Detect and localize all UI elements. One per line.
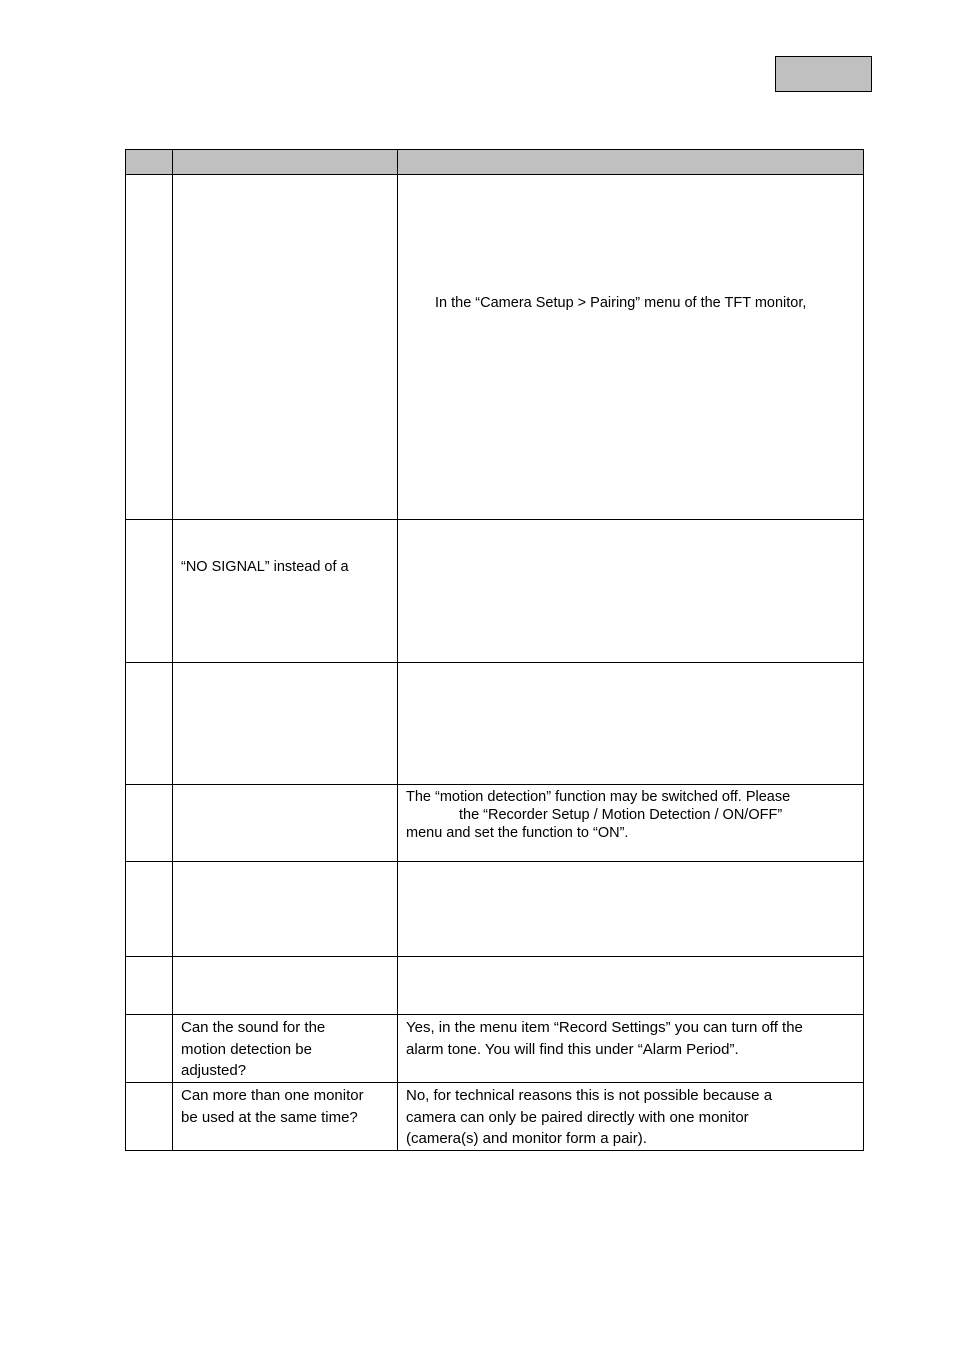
- row-number-cell: [126, 785, 173, 862]
- table-row: [126, 957, 864, 1015]
- answer-cell: [398, 663, 864, 785]
- language-tab: [775, 56, 872, 92]
- answer-cell: [398, 175, 864, 520]
- faq-table: [125, 149, 864, 1151]
- row-number-cell: [126, 957, 173, 1015]
- answer-line: menu and set the function to “ON”.: [406, 825, 629, 841]
- answer-line: (camera(s) and monitor form a pair).: [406, 1130, 647, 1147]
- question-cell: [173, 175, 398, 520]
- answer-cell: [398, 1015, 864, 1083]
- answer-line: alarm tone. You will find this under “Alarm Period”.: [406, 1040, 739, 1058]
- header-cell-number: [126, 150, 173, 175]
- question-line: adjusted?: [181, 1062, 247, 1079]
- question-cell: [173, 957, 398, 1015]
- header-cell-answer: [398, 150, 864, 175]
- row-number-cell: [126, 1015, 173, 1083]
- row-number-cell: [126, 862, 173, 957]
- answer-line: the “Recorder Setup / Motion Detection / ON/OFF”: [459, 807, 783, 823]
- row-number-cell: [126, 175, 173, 520]
- question-text: “NO SIGNAL” instead of a: [181, 559, 349, 575]
- table-row: [126, 1015, 864, 1083]
- row-number-cell: [126, 520, 173, 663]
- question-cell: [173, 785, 398, 862]
- answer-line: Yes, in the menu item “Record Settings” you can turn off the: [406, 1019, 803, 1036]
- question-line: be used at the same time?: [181, 1108, 358, 1126]
- header-cell-question: [173, 150, 398, 175]
- question-cell: [173, 1015, 398, 1083]
- table-row: [126, 663, 864, 785]
- question-line: motion detection be: [181, 1040, 312, 1058]
- answer-line: The “motion detection” function may be switched off. Please: [406, 789, 791, 805]
- row-number-cell: [126, 1083, 173, 1151]
- question-line: Can the sound for the: [181, 1019, 326, 1036]
- table-row: [126, 862, 864, 957]
- question-cell: [173, 520, 398, 663]
- question-line: Can more than one monitor: [181, 1087, 364, 1104]
- answer-line: camera can only be paired directly with one monitor: [406, 1108, 749, 1126]
- row-number-cell: [126, 663, 173, 785]
- table-row: [126, 520, 864, 663]
- answer-line: No, for technical reasons this is not possible because a: [406, 1087, 773, 1104]
- table-header-row: [126, 150, 864, 175]
- answer-text: In the “Camera Setup > Pairing” menu of the TFT monitor,: [435, 295, 807, 311]
- question-cell: [173, 862, 398, 957]
- table-row: [126, 1083, 864, 1151]
- answer-cell: [398, 1083, 864, 1151]
- question-cell: [173, 663, 398, 785]
- answer-cell: [398, 785, 864, 862]
- table-row: [126, 175, 864, 520]
- answer-cell: [398, 957, 864, 1015]
- question-cell: [173, 1083, 398, 1151]
- answer-cell: [398, 862, 864, 957]
- table-row: [126, 785, 864, 862]
- answer-cell: [398, 520, 864, 663]
